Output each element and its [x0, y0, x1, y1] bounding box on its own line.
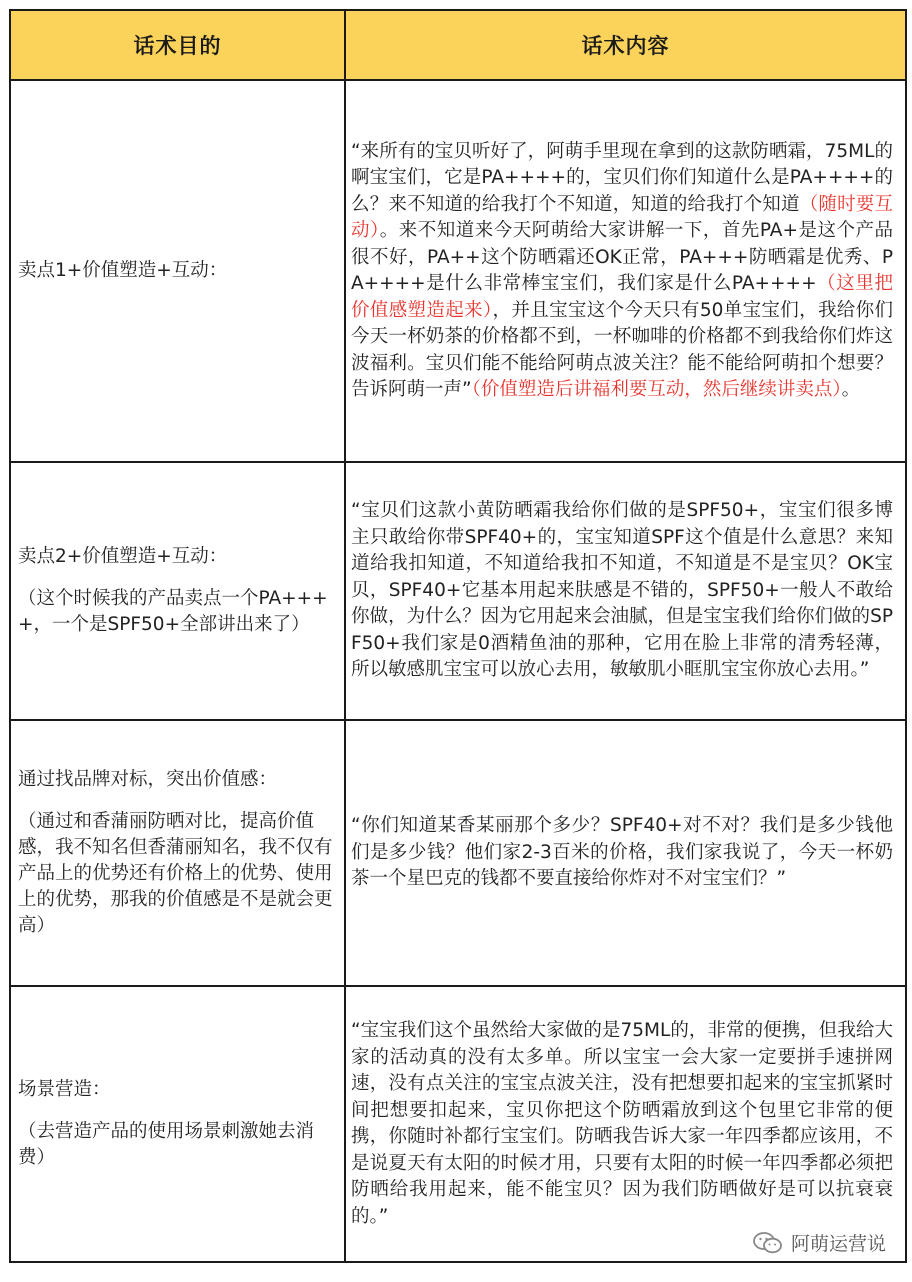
purpose-title: 卖点2+价值塑造+互动： [18, 546, 228, 567]
table-row [10, 720, 906, 986]
table-header-row [10, 10, 906, 80]
content-red-note: （这里把价值感塑造起来） [351, 273, 893, 321]
content-cell [345, 720, 906, 986]
content-text: “宝宝我们这个虽然给大家做的是75ML的，非常的便携，但我给大家的活动真的没有太多单。所以宝宝一会大家一定要拼手速拼网速，没有点关注的宝宝点波关注，没有把想要扣起来的宝宝抓紧时间把想要扣起来，宝贝你把这个防晒霜放到这个包里它非常的便携，你随时补都行宝宝们。防晒我告诉大家一年四季都应该用，不是说夏天有太阳的时候才用，只要有太阳的时候一年四季都必须把防晒给我用起来，能不能宝贝？因为我们防晒做好是可以抗衰衰的。” [351, 1020, 893, 1227]
table-row [10, 462, 906, 720]
content-cell [345, 986, 906, 1262]
content-text: ，并且宝宝这个今天只有50单宝宝们，我给你们今天一杯奶茶的价格都不到，一杯咖啡的价格都不到我给你们炸这波福利。宝贝们能不能给阿萌点波关注？能不能给阿萌扣个想要？告诉阿萌一声” [351, 299, 893, 400]
content-text: 。 [841, 379, 861, 400]
content-text: “宝贝们这款小黄防晒霜我给你们做的是SPF50+，宝宝们很多博主只敢给你带SPF40+的，宝宝知道SPF这个值是什么意思？来知道给我扣知道，不知道给我扣不知道，不知道是不是宝贝？OK宝贝，SPF40+它基本用起来肤感是不错的，SPF50+一般人不敢给你做，为什么？因为它用起来会油腻，但是宝宝我们给你们做的SPF50+我们家是0酒精鱼油的那种，它用在脸上非常的清秀轻薄，所以敏感肌宝宝可以放心去用，敏敏肌小眶肌宝宝你放心去用。” [351, 500, 893, 681]
content-red-note: （随时要互动） [351, 193, 893, 241]
purpose-note: （这个时候我的产品卖点一个PA++++，一个是SPF50+全部讲出来了） [18, 588, 328, 635]
purpose-cell [10, 80, 345, 462]
purpose-cell [10, 986, 345, 1262]
purpose-title: 通过找品牌对标，突出价值感： [18, 769, 278, 790]
purpose-title: 卖点1+价值塑造+互动： [18, 260, 228, 281]
table-row [10, 80, 906, 462]
purpose-title: 场景营造： [18, 1079, 111, 1100]
content-text: “来所有的宝贝听好了，阿萌手里现在拿到的这款防晒霜，75ML的啊宝宝们，它是PA++++的，宝贝们你们知道什么是PA++++的么？来不知道的给我打个不知道，知道的给我打个知道 [351, 140, 893, 215]
content-red-note: （价值塑造后讲福利要互动，然后继续讲卖点） [471, 379, 842, 400]
content-text: “你们知道某香某丽那个多少？SPF40+对不对？我们是多少钱他们是多少钱？他们家2-3百米的价格，我们家我说了，今天一杯奶茶一个星巴克的钱都不要直接给你炸对不对宝宝们？” [351, 815, 893, 890]
wechat-icon [753, 1231, 783, 1255]
content-text: 。来不知道来今天阿萌给大家讲解一下，首先PA+是这个产品很不好，PA++这个防晒霜还OK正常，PA+++防晒霜是优秀、PA++++是什么非常棒宝宝们，我们家是什么PA++++ [351, 220, 893, 294]
content-cell [345, 462, 906, 720]
watermark [753, 1229, 886, 1256]
purpose-cell [10, 462, 345, 720]
purpose-cell [10, 720, 345, 986]
purpose-note: （通过和香蒲丽防晒对比，提高价值感，我不知名但香蒲丽知名，我不仅有产品上的优势还有价格上的优势、使用上的优势，那我的价值感是不是就会更高） [18, 811, 333, 936]
purpose-note: （去营造产品的使用场景刺激她去消费） [18, 1121, 315, 1168]
table-row [10, 986, 906, 1262]
script-table [9, 9, 907, 1263]
content-cell [345, 80, 906, 462]
watermark-text: 阿萌运营说 [790, 1233, 886, 1255]
header-purpose: 话术目的 [10, 10, 345, 80]
header-content: 话术内容 [345, 10, 906, 80]
